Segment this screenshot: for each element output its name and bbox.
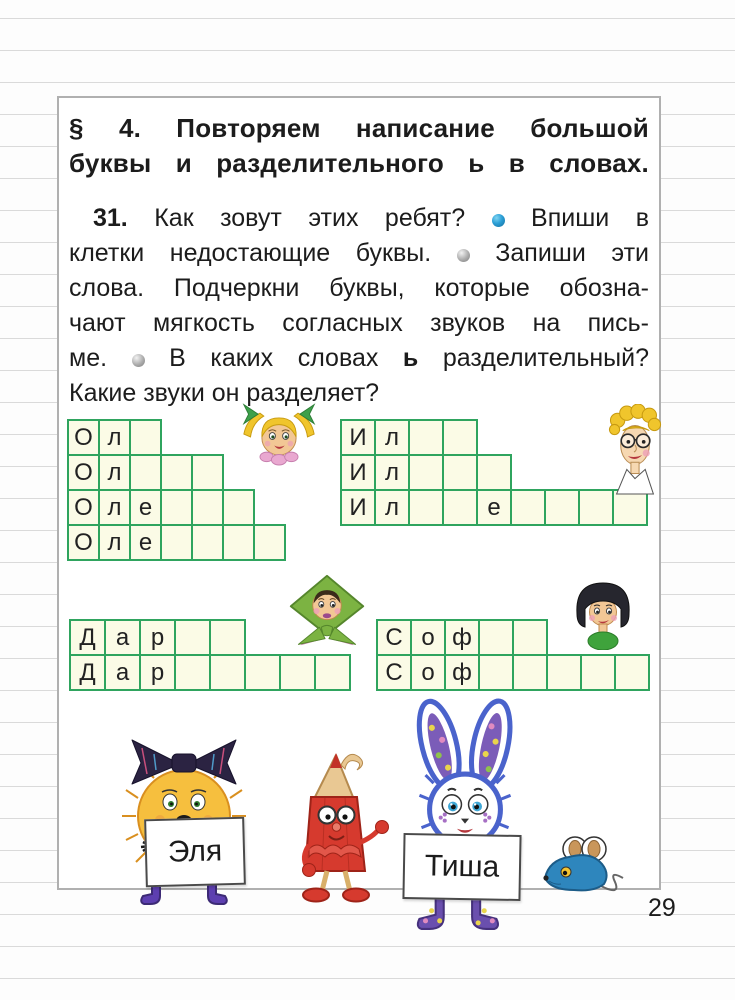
section-heading bbox=[69, 111, 649, 181]
letter-cell-empty[interactable] bbox=[442, 489, 478, 526]
text-segment: ме. bbox=[69, 344, 108, 372]
text-segment: буквы и разделительного bbox=[69, 148, 444, 178]
girl-bob-illustration bbox=[571, 578, 635, 650]
text-segment: ь bbox=[402, 344, 419, 372]
letter-cell-empty[interactable] bbox=[160, 489, 193, 526]
boy-glasses-illustration bbox=[604, 404, 666, 496]
letter-cell-filled: О bbox=[67, 489, 100, 526]
task-dot-gray-icon bbox=[457, 249, 470, 262]
girl-pigtails-illustration bbox=[241, 401, 317, 471]
task-line bbox=[69, 376, 649, 411]
letter-cell-empty[interactable] bbox=[191, 489, 224, 526]
letter-cell-filled: л bbox=[374, 454, 410, 491]
text-segment: слова. Подчеркни буквы, которые обозна- bbox=[69, 274, 649, 302]
letter-cell-filled: О bbox=[67, 454, 100, 491]
letter-cell-empty[interactable] bbox=[442, 419, 478, 456]
letter-cell-filled: Д bbox=[69, 619, 106, 656]
letter-cell-empty[interactable] bbox=[476, 454, 512, 491]
letter-cell-empty[interactable] bbox=[314, 654, 351, 691]
task-line bbox=[69, 306, 649, 341]
letter-cell-empty[interactable] bbox=[544, 489, 580, 526]
grid-row bbox=[67, 524, 286, 561]
letter-grid-ilya bbox=[340, 419, 648, 526]
text-segment: чают мягкость согласных звуков на пись- bbox=[69, 309, 649, 337]
grid-row bbox=[340, 489, 648, 526]
letter-cell-filled: л bbox=[374, 489, 410, 526]
letter-cell-filled: л bbox=[374, 419, 410, 456]
grid-row bbox=[340, 419, 648, 456]
task-line bbox=[69, 236, 649, 271]
letter-cell-empty[interactable] bbox=[478, 619, 514, 656]
text-segment: Как зовут этих ребят? bbox=[154, 204, 466, 232]
text-segment: Запиши эти bbox=[495, 239, 649, 267]
letter-cell-empty[interactable] bbox=[580, 654, 616, 691]
letter-cell-empty[interactable] bbox=[209, 654, 246, 691]
letter-cell-empty[interactable] bbox=[174, 619, 211, 656]
task-dot-blue-icon bbox=[492, 214, 505, 227]
letter-cell-empty[interactable] bbox=[614, 654, 650, 691]
letter-cell-empty[interactable] bbox=[160, 454, 193, 491]
exercise-31-text bbox=[69, 201, 649, 411]
letter-cell-empty[interactable] bbox=[191, 524, 224, 561]
letter-cell-empty[interactable] bbox=[408, 454, 444, 491]
letter-cell-empty[interactable] bbox=[408, 419, 444, 456]
pencil-character-illustration bbox=[279, 743, 391, 905]
letter-cell-empty[interactable] bbox=[174, 654, 211, 691]
letter-cell-filled: р bbox=[139, 654, 176, 691]
letter-cell-empty[interactable] bbox=[512, 619, 548, 656]
text-segment: В каких словах bbox=[169, 344, 379, 372]
letter-cell-filled: л bbox=[98, 489, 131, 526]
girl-headscarf-illustration bbox=[287, 573, 367, 651]
name-sign-tisha: Тиша bbox=[402, 833, 521, 901]
name-sign-elya: Эля bbox=[144, 817, 246, 888]
text-segment: Какие звуки он разделяет? bbox=[69, 379, 380, 407]
letter-cell-empty[interactable] bbox=[279, 654, 316, 691]
task-line bbox=[69, 341, 649, 376]
letter-cell-empty[interactable] bbox=[244, 654, 281, 691]
letter-cell-empty[interactable] bbox=[510, 489, 546, 526]
letter-cell-filled: С bbox=[376, 619, 412, 656]
grid-row bbox=[69, 654, 351, 691]
letter-cell-filled: л bbox=[98, 524, 131, 561]
letter-cell-filled: а bbox=[104, 619, 141, 656]
text-segment: 31. bbox=[93, 204, 128, 232]
heading-line bbox=[69, 111, 649, 146]
letter-cell-filled: С bbox=[376, 654, 412, 691]
letter-cell-filled: О bbox=[67, 524, 100, 561]
letter-cell-filled: л bbox=[98, 454, 131, 491]
letter-cell-filled: О bbox=[67, 419, 100, 456]
letter-cell-empty[interactable] bbox=[408, 489, 444, 526]
letter-cell-filled: Д bbox=[69, 654, 106, 691]
letter-cell-filled: р bbox=[139, 619, 176, 656]
letter-cell-filled: о bbox=[410, 619, 446, 656]
letter-cell-empty[interactable] bbox=[546, 654, 582, 691]
mouse-illustration bbox=[539, 834, 625, 896]
task-line bbox=[69, 271, 649, 306]
letter-cell-filled: л bbox=[98, 419, 131, 456]
grid-row bbox=[340, 454, 648, 491]
page-number: 29 bbox=[648, 894, 676, 922]
letter-cell-empty[interactable] bbox=[253, 524, 286, 561]
letter-cell-empty[interactable] bbox=[222, 489, 255, 526]
worksheet-box bbox=[57, 96, 661, 890]
letter-cell-filled: ф bbox=[444, 619, 480, 656]
letter-cell-filled: о bbox=[410, 654, 446, 691]
text-segment: разделительный? bbox=[442, 344, 649, 372]
letter-cell-filled: ф bbox=[444, 654, 480, 691]
letter-cell-empty[interactable] bbox=[160, 524, 193, 561]
text-segment: § 4. Повторяем написание большой bbox=[69, 113, 649, 143]
text-segment: ь bbox=[468, 148, 485, 178]
letter-cell-empty[interactable] bbox=[442, 454, 478, 491]
letter-cell-empty[interactable] bbox=[129, 454, 162, 491]
grid-row bbox=[67, 489, 286, 526]
letter-cell-filled: е bbox=[476, 489, 512, 526]
letter-cell-empty[interactable] bbox=[129, 419, 162, 456]
letter-cell-filled: И bbox=[340, 419, 376, 456]
letter-cell-filled: е bbox=[129, 489, 162, 526]
letter-cell-filled: И bbox=[340, 454, 376, 491]
letter-cell-filled: а bbox=[104, 654, 141, 691]
text-segment: клетки недостающие буквы. bbox=[69, 239, 432, 267]
task-dot-gray-icon bbox=[132, 354, 145, 367]
task-line bbox=[69, 201, 649, 236]
letter-cell-filled: И bbox=[340, 489, 376, 526]
letter-cell-empty[interactable] bbox=[222, 524, 255, 561]
letter-cell-filled: е bbox=[129, 524, 162, 561]
letter-cell-empty[interactable] bbox=[191, 454, 224, 491]
heading-line bbox=[69, 146, 649, 181]
letter-cell-empty[interactable] bbox=[209, 619, 246, 656]
text-segment: в словах. bbox=[508, 148, 649, 178]
text-segment: Впиши в bbox=[531, 204, 649, 232]
